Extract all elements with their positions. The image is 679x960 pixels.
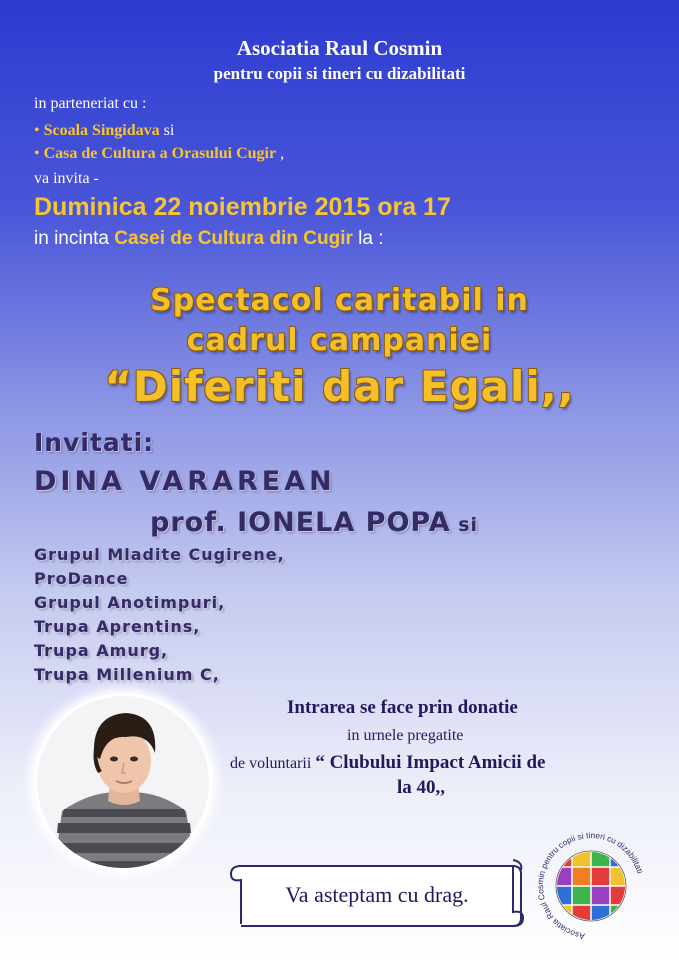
group-item: Grupul Mladite Cugirene,	[34, 545, 285, 564]
closing-scroll-banner	[229, 858, 525, 930]
guest-name-text: prof. IONELA POPA	[150, 507, 451, 538]
bullet-icon: •	[34, 122, 44, 139]
place-suffix: la :	[352, 228, 384, 249]
bullet-icon: •	[34, 145, 44, 162]
partner-name: Scoala Singidava	[43, 122, 160, 139]
donation-line2: in urnele pregatite	[347, 727, 464, 744]
event-date: Duminica 22 noiembrie 2015 ora 17	[34, 193, 451, 221]
partner-name: Casa de Cultura a Orasului Cugir	[43, 145, 277, 162]
partner-connector: ,	[276, 145, 285, 162]
boy-photo	[34, 693, 212, 871]
campaign-name: “Diferiti dar Egali,,	[104, 362, 575, 411]
partner-connector: si	[159, 122, 175, 139]
group-item: Trupa Millenium C,	[34, 665, 220, 684]
association-logo-icon	[533, 826, 649, 942]
guest-name: DINA VARAREAN	[34, 466, 336, 497]
guest-name	[150, 507, 478, 538]
place-prefix: in incinta	[34, 228, 115, 249]
group-item: ProDance	[34, 569, 129, 588]
show-title-line1: Spectacol caritabil in	[150, 283, 529, 318]
place-name: Casei de Cultura din Cugir	[114, 228, 353, 249]
association-subtitle: pentru copii si tineri cu dizabilitati	[213, 64, 466, 83]
club-name: “ Clubului Impact Amicii de	[315, 752, 546, 773]
donation-line3	[230, 752, 545, 774]
partnership-intro: in parteneriat cu :	[34, 95, 147, 112]
guest-connector: si	[450, 514, 479, 536]
association-name: Asociatia Raul Cosmin	[236, 36, 443, 60]
partner-item	[34, 145, 284, 163]
show-title-line2: cadrul campaniei	[186, 323, 493, 358]
logo-ring-text: Asociatia Raul Cosmin pentru copii si tineri cu dizabilitati	[534, 829, 646, 942]
event-place	[34, 228, 384, 250]
closing-message: Va asteptam cu drag.	[285, 882, 469, 907]
guests-label: Invitati:	[34, 428, 155, 457]
group-item: Trupa Aprentins,	[34, 617, 201, 636]
boy-portrait-image	[34, 693, 212, 871]
donation-line4: la 40,,	[397, 777, 446, 798]
invite-line: va invita -	[34, 170, 99, 187]
donation-line1: Intrarea se face prin donatie	[287, 697, 518, 718]
partner-item	[34, 122, 174, 140]
group-item: Trupa Amurg,	[34, 641, 169, 660]
donation-prefix: de voluntarii	[230, 755, 316, 772]
group-item: Grupul Anotimpuri,	[34, 593, 226, 612]
